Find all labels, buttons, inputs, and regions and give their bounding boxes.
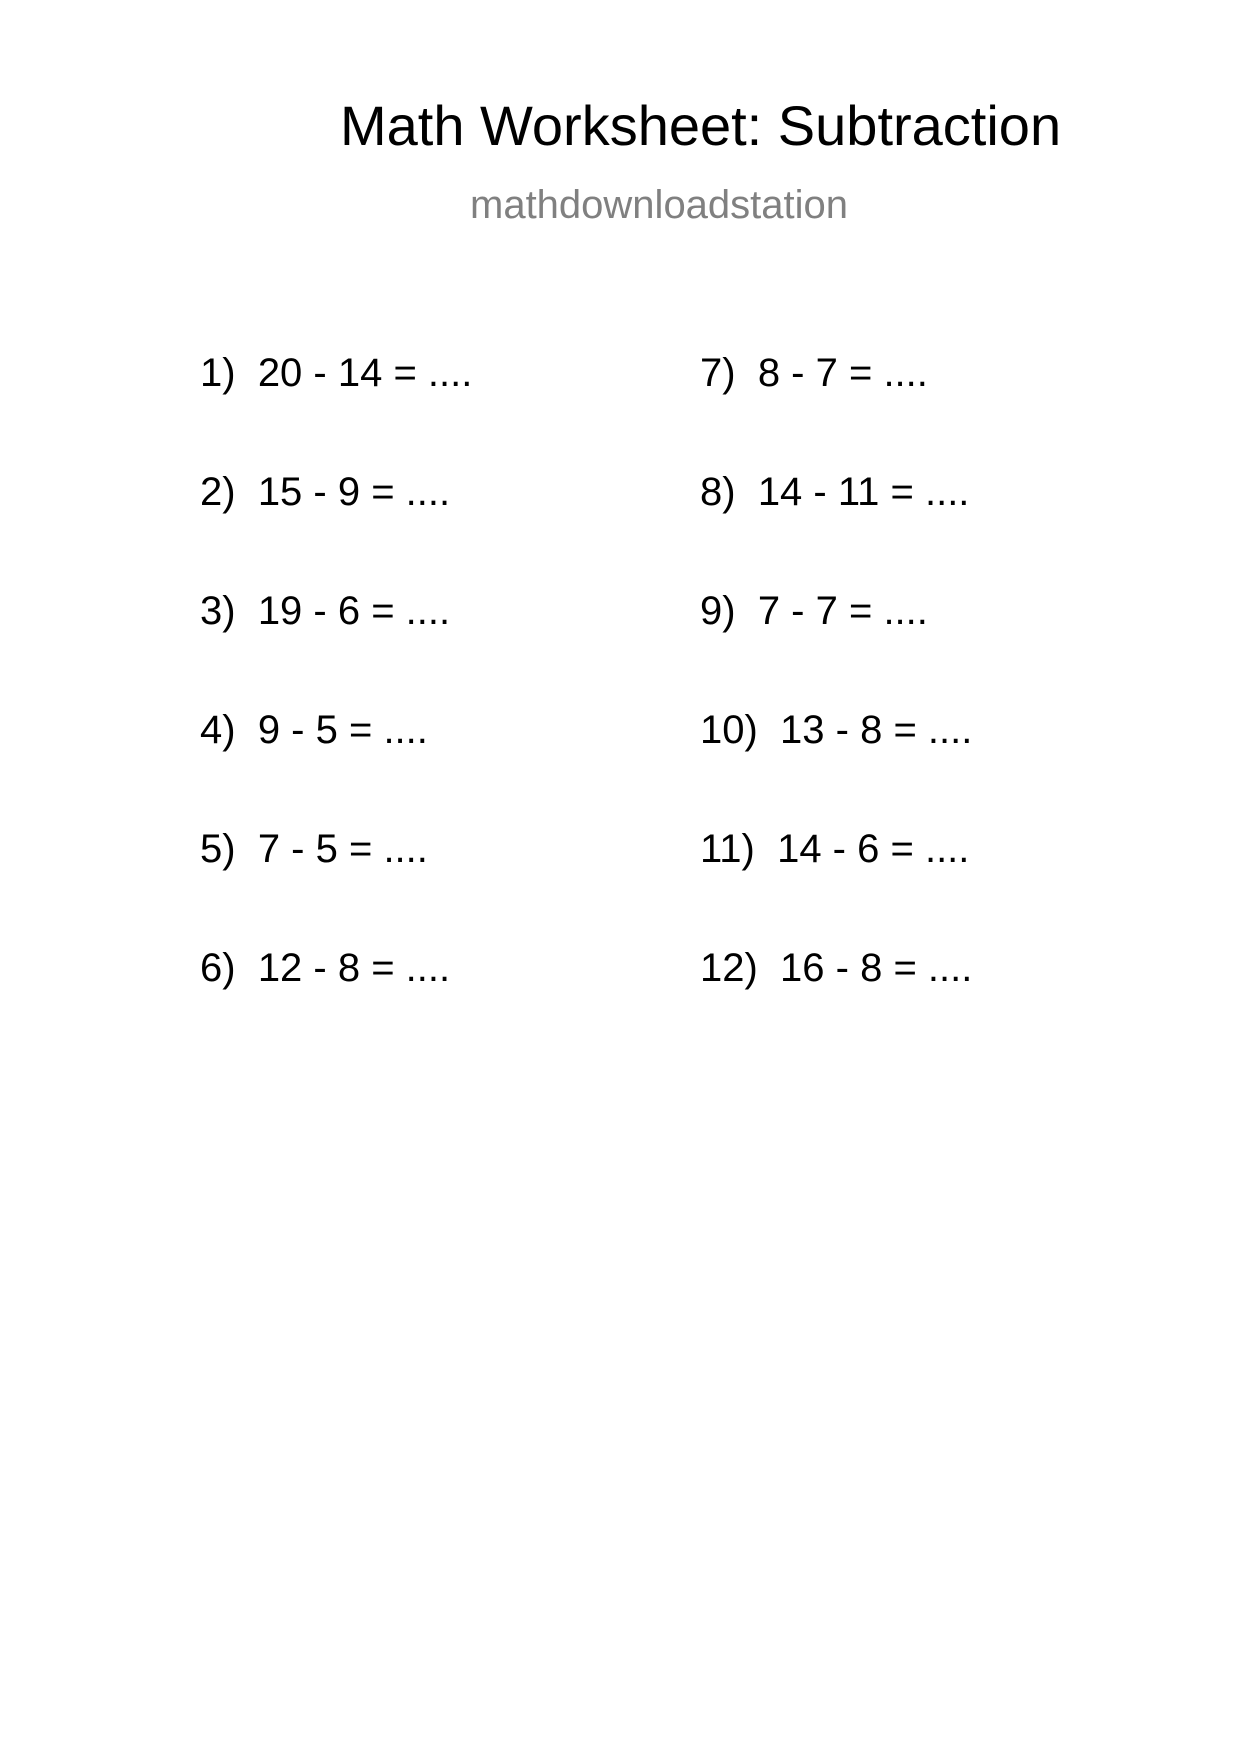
problem-number: 7) (700, 351, 736, 395)
problem-expression: 16 - 8 = .... (780, 946, 973, 990)
problem-number: 11) (700, 827, 755, 871)
problem-list-left (200, 353, 472, 1067)
problem-number: 1) (200, 351, 236, 395)
problem-expression: 15 - 9 = .... (257, 470, 451, 514)
problem-number: 10) (700, 708, 758, 752)
problem-number: 9) (700, 589, 736, 633)
page-subtitle: mathdownloadstation (470, 183, 849, 227)
problem-item (700, 948, 972, 1067)
problem-expression: 12 - 8 = .... (257, 946, 451, 990)
problem-number: 3) (200, 589, 236, 633)
problem-item (200, 353, 472, 472)
problem-number: 2) (200, 470, 236, 514)
problem-expression: 7 - 5 = .... (257, 827, 428, 871)
problem-number: 12) (700, 946, 758, 990)
problem-expression: 8 - 7 = .... (757, 351, 928, 395)
problem-list-right (700, 353, 972, 1067)
problem-expression: 13 - 8 = .... (780, 708, 973, 752)
problem-number: 4) (200, 708, 236, 752)
problem-item (200, 472, 472, 591)
problem-item (700, 353, 972, 472)
problem-item (700, 472, 972, 591)
problem-expression: 14 - 11 = .... (757, 470, 970, 514)
problem-expression: 19 - 6 = .... (257, 589, 451, 633)
problem-item (200, 591, 472, 710)
problem-item (700, 829, 972, 948)
problem-expression: 7 - 7 = .... (757, 589, 928, 633)
problem-item (200, 829, 472, 948)
problem-number: 5) (200, 827, 236, 871)
problem-expression: 14 - 6 = .... (777, 827, 970, 871)
problem-item (700, 710, 972, 829)
problem-number: 8) (700, 470, 736, 514)
problem-item (200, 710, 472, 829)
problem-number: 6) (200, 946, 236, 990)
problem-item (200, 948, 472, 1067)
problem-item (700, 591, 972, 710)
page-title: Math Worksheet: Subtraction (340, 94, 1062, 157)
problem-expression: 20 - 14 = .... (257, 351, 473, 395)
problem-expression: 9 - 5 = .... (257, 708, 428, 752)
